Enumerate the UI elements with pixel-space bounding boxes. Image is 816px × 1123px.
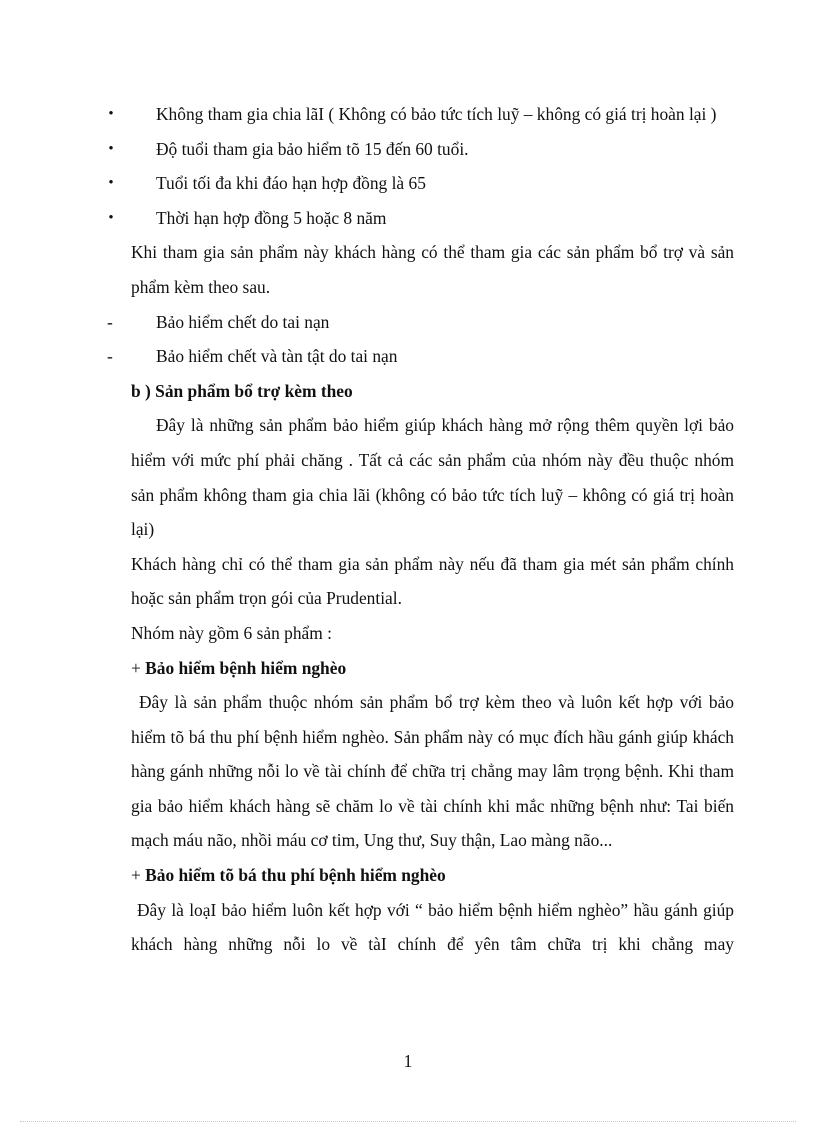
- dash-text: Bảo hiểm chết và tàn tật do tai nạn: [156, 346, 398, 367]
- dash-text: Bảo hiểm chết do tai nạn: [156, 311, 330, 332]
- section-b-paragraph-2: Khách hàng chỉ có thể tham gia sản phẩm này nếu đã tham gia mét sản phẩm chính hoặc sản phẩm trọn gói của Prudential.: [131, 553, 734, 609]
- bullet-item: [108, 201, 734, 236]
- product-2-title: Bảo hiểm tõ bá thu phí bệnh hiểm nghèo: [145, 865, 446, 886]
- section-b-heading: b ) Sản phẩm bổ trợ kèm theo: [131, 380, 353, 401]
- bullet-icon: •: [108, 209, 114, 226]
- product-1-prefix: +: [131, 657, 146, 678]
- page-bottom-divider: [20, 1121, 796, 1122]
- bullet-text: Không tham gia chia lãI ( Không có bảo tức tích luỹ – không có giá trị hoàn lại ): [156, 104, 717, 124]
- bullet-item: [108, 97, 734, 132]
- bullet-text: Độ tuổi tham gia bảo hiểm tõ 15 đến 60 tuổi.: [156, 138, 469, 159]
- bullet-text: Tuổi tối đa khi đáo hạn hợp đồng là 65: [156, 173, 426, 194]
- section-b-paragraph-1: Đây là những sản phẩm bảo hiểm giúp khách hàng mở rộng thêm quyền lợi bảo hiểm với mức phí phải chăng . Tất cả các sản phẩm của nhóm này đều thuộc nhóm sản phẩm không tham gia chia lãi (không có bảo tức tích luỹ – không có giá trị hoàn lại): [131, 415, 734, 540]
- dash-item: [107, 305, 734, 340]
- bullet-item: [108, 166, 734, 201]
- product-1-description: Đây là sản phẩm thuộc nhóm sản phẩm bổ trợ kèm theo và luôn kết hợp với bảo hiểm tõ bá thu phí bệnh hiểm nghèo. Sản phẩm này có mục đích hầu gánh giúp khách hàng gánh những nỗi lo về tài chính để chữa trị chẳng may lâm trọng bệnh. Khi tham gia bảo hiểm khách hàng sẽ chăm lo về tài chính khi mắc những bệnh như: Tai biến mạch máu não, nhồi máu cơ tim, Ung thư, Suy thận, Lao màng não...: [131, 692, 734, 851]
- bullet-icon: •: [108, 140, 114, 157]
- page-content: [107, 97, 734, 962]
- product-1-title: Bảo hiểm bệnh hiểm nghèo: [145, 657, 347, 678]
- intro-paragraph: Khi tham gia sản phẩm này khách hàng có thể tham gia các sản phẩm bổ trợ và sản phẩm kèm theo sau.: [131, 242, 734, 297]
- bullet-text: Thời hạn hợp đồng 5 hoặc 8 năm: [156, 207, 387, 228]
- product-2-description: Đây là loạI bảo hiểm luôn kết hợp với “ bảo hiểm bệnh hiểm nghèo” hầu gánh giúp khách hàng những nỗi lo về tàI chính để yên tâm chữa trị khi chẳng may: [131, 899, 734, 955]
- product-1-heading: [131, 651, 734, 686]
- dash-icon: -: [107, 346, 113, 367]
- product-2-prefix: +: [131, 865, 146, 886]
- bullet-icon: •: [108, 175, 114, 192]
- dash-item: [107, 339, 734, 374]
- dash-icon: -: [107, 311, 113, 332]
- bullet-item: [108, 132, 734, 167]
- group-intro: Nhóm này gồm 6 sản phẩm :: [131, 622, 332, 643]
- bullet-icon: •: [108, 106, 114, 122]
- product-2-heading: [131, 858, 734, 893]
- page-number: 1: [403, 1051, 413, 1071]
